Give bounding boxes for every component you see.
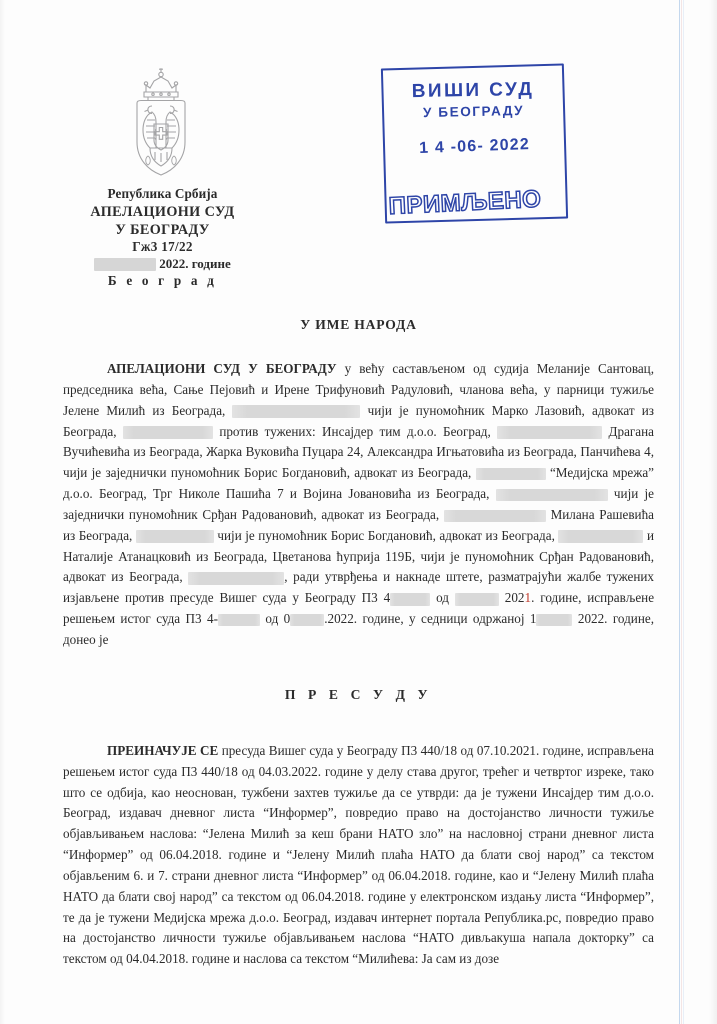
- stamp-court-name: ВИШИ СУД: [411, 78, 535, 103]
- intro-seg: и Наталије Атанацковић из Београда, Цветанова ћуприја 119Б, чији је пуномоћник Срђан Радовановић, адвокат из Београда,: [63, 527, 654, 585]
- paragraph-intro: [63, 359, 654, 651]
- scan-artifact-line: [679, 0, 680, 1024]
- letterhead-court-city: У БЕОГРАДУ: [115, 222, 210, 239]
- redaction-block: [232, 405, 360, 417]
- redaction-block: [218, 614, 260, 626]
- redaction-block: [136, 530, 214, 542]
- paragraph-ruling: [63, 741, 654, 970]
- received-stamp: [381, 63, 568, 223]
- redaction-block: [476, 468, 546, 480]
- redaction-block: [536, 614, 572, 626]
- intro-seg: , ради утврђења и накнаде штете, разматрајући жалбе тужених изјављене против пресуде Вишег суда у Београду П3 4: [63, 569, 655, 606]
- intro-seg: у већу састављеном од судија Меланије Сантовац, председника већа, Сање Пејовић и Ирене Трифуновић Радуловић, чланова већа, у парници тужиље Јелене Милић из Београда,: [63, 361, 654, 418]
- stamp-received-label: ПРИМЉЕНО: [388, 185, 542, 221]
- serbian-coat-of-arms-icon: [119, 62, 203, 180]
- document-body: [63, 305, 654, 970]
- intro-seg: .2022. године, у седници одржаној 1: [324, 611, 537, 627]
- letterhead-court-name: АПЕЛАЦИОНИ СУД: [90, 203, 235, 220]
- intro-seg: Драгана Вучићевића из Београда, Жарка Вуковића Пуцара 24, Александра Игњатовића из Београда, Панчићева 4, чији је заједнички пуномоћник Борис Богдановић, адвокат из Београда,: [63, 423, 654, 481]
- redaction-block: [455, 593, 499, 605]
- stamp-date: 1 4 -06- 2022: [418, 135, 531, 158]
- intro-seg-highlight: 1: [524, 590, 532, 606]
- intro-seg: . године, исправљене решењем истог суда П3 4-: [63, 590, 655, 627]
- redaction-block: [188, 572, 284, 584]
- intro-seg: Милана Рашевића из Београда,: [63, 506, 654, 543]
- heading-in-name-of-people: У ИМЕ НАРОДА: [300, 317, 417, 332]
- letterhead-date-suffix: 2022. године: [159, 256, 231, 272]
- page-edge-shadow-right: [709, 0, 717, 1024]
- redaction-block: [390, 593, 430, 605]
- ruling-lead: ПРЕИНАЧУЈЕ СЕ: [107, 742, 219, 758]
- ruling-text: пресуда Вишег суда у Београду П3 440/18 од 07.10.2021. године, исправљена решењем истог суда П3 440/18 од 04.03.2022. године у делу става другог, трећег и четвртог изреке, тако што се одбија, као неоснован, тужбени захтев тужиље да се утврди: да је тужени Инсајдер тим д.о.о. Београд, издавач дневног листа “Информер”, повредио право на достојанство личности тужиље објављивањем наслова: “Јелена Милић за кеш брани НАТО зло” на насловној страни дневног листа “Информер” од 06.04.2018. године и “Јелену Милић плаћа НАТО да блати свој народ” са текстом објављеним 6. и 7. страни дневног листа “Информер” од 06.04.2018. године, као и “Јелену Милић плаћа НАТО да блати свој народ” са текстом од 06.04.2018. године у електронском издању листа “Информер”, те да је тужени Медијска мрежа д.о.о. Београд, издавач интернет портала Република.рс, повредио право на достојанство личности тужиље објављивањем наслова “НАТО дивљакуша напала докторку” са текстом од 04.04.2018. године и наслова са текстом “Милићева: Ја сам из дозе: [63, 742, 654, 967]
- letterhead-case-number: Гж3 17/22: [132, 239, 193, 255]
- intro-seg: 202: [498, 590, 525, 606]
- redaction-block: [496, 489, 608, 501]
- intro-seg: од 0: [259, 611, 291, 627]
- scan-artifact-line: [683, 0, 684, 1024]
- redaction-block: [444, 510, 546, 522]
- letterhead-republic: Република Србија: [107, 186, 218, 201]
- intro-seg: од: [430, 590, 455, 606]
- intro-seg: чији је заједнички пуномоћник Срђан Радовановић, адвокат из Београда,: [63, 486, 654, 522]
- redaction-block: [497, 426, 602, 438]
- letterhead: [60, 186, 265, 290]
- intro-seg: против тужених: Инсајдер тим д.о.о. Београд,: [212, 423, 498, 439]
- scan-artifact-line: [681, 0, 682, 1024]
- intro-seg: 2022. године, донео је: [63, 611, 654, 647]
- page-edge-shadow-left: [0, 0, 5, 1024]
- letterhead-place: Б е о г р а д: [107, 272, 218, 288]
- redaction-block: [290, 614, 324, 626]
- intro-seg: “Медијска мрежа” д.о.о. Београд, Трг Николе Пашића 7 и Војина Јовановића из Београда,: [63, 465, 654, 502]
- heading-judgment: П Р Е С У Д У: [284, 686, 433, 702]
- letterhead-date-row: [60, 256, 265, 273]
- redaction-block: [94, 258, 156, 270]
- intro-seg: чији је пуномоћник Борис Богдановић, адвокат из Београда,: [213, 527, 559, 543]
- stamp-court-city: У БЕОГРАДУ: [422, 102, 525, 121]
- intro-lead: АПЕЛАЦИОНИ СУД У БЕОГРАДУ: [107, 361, 337, 376]
- redaction-block: [123, 426, 213, 438]
- redaction-block: [558, 530, 643, 542]
- intro-seg: чији је пуномоћник Марко Лазовић, адвокат из Београда,: [63, 402, 654, 439]
